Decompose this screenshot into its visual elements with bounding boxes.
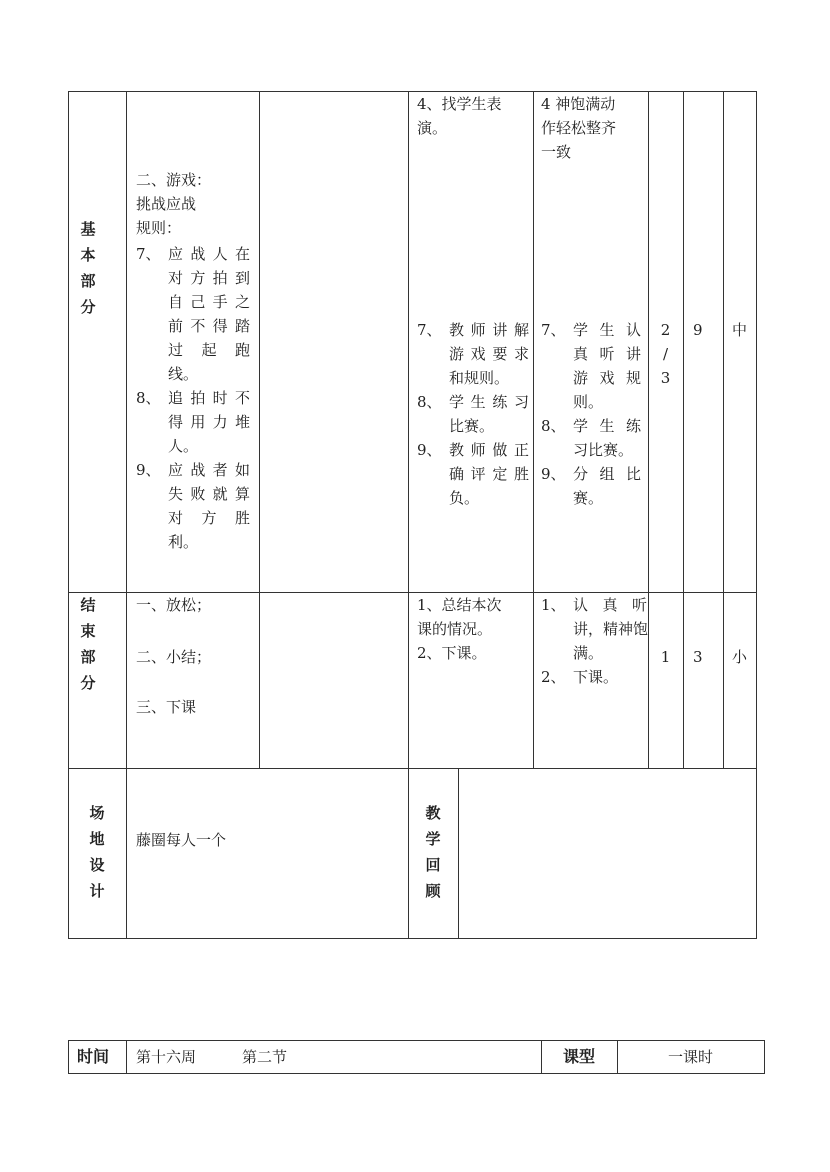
text-line: 结 [80, 596, 96, 614]
basic-teacher-items [417, 318, 529, 510]
text-line: 过 起 跑 [168, 341, 250, 359]
text-line: 利。 [168, 533, 199, 551]
text-line: 学生练习 [449, 393, 529, 411]
list-number: 7、 [136, 245, 161, 263]
ending-duration: 3 [693, 648, 703, 666]
basic-intensity: 中 [731, 321, 747, 339]
text-line: 对方拍到 [168, 269, 250, 287]
list-item [417, 390, 529, 438]
venue-label [68, 800, 126, 904]
type-value: 一课时 [667, 1048, 713, 1066]
list-item [417, 438, 529, 510]
text-line: 满。 [573, 644, 604, 662]
text-line: 前不得踏 [168, 317, 250, 335]
text-line: 真 听 讲 [573, 345, 641, 363]
list-number: 8、 [417, 393, 442, 411]
section-label-ending [68, 592, 108, 696]
text-line: 演。 [417, 119, 448, 137]
text-line: 4 神饱满动 [541, 95, 616, 113]
list-item [136, 242, 250, 386]
section-label-basic [68, 216, 108, 320]
time-label: 时间 [77, 1047, 110, 1066]
text-line: 场 [89, 804, 105, 822]
list-number: 7、 [417, 321, 442, 339]
ending-teacher [417, 593, 502, 665]
list-number: 1、 [541, 596, 566, 614]
table-border [68, 1073, 765, 1074]
text-line: 认真听 [573, 596, 647, 614]
text-line: 应战者如 [168, 461, 250, 479]
list-item [541, 414, 641, 462]
text-line: 确评定胜 [449, 465, 529, 483]
text-line: 2、下课。 [417, 644, 487, 662]
basic-student-top [541, 92, 616, 164]
text-line: 教 [425, 804, 441, 822]
ending-intensity: 小 [731, 648, 747, 666]
type-label: 课型 [562, 1047, 595, 1066]
text-line: 赛。 [573, 489, 604, 507]
text-line: 束 [80, 622, 96, 640]
text-line: 则。 [573, 393, 604, 411]
text-line: 追拍时不 [168, 389, 250, 407]
text-line: 挑战应战 [136, 195, 197, 213]
text-line: 二、游戏： [136, 171, 212, 189]
list-item [136, 458, 250, 554]
col-divider [126, 1040, 127, 1074]
list-item [541, 318, 641, 414]
table-border [764, 1040, 765, 1074]
text-line: 下课。 [573, 668, 619, 686]
list-item [541, 593, 647, 665]
text-line: 应战人在 [168, 245, 250, 263]
col-divider [458, 768, 459, 939]
text-line: 人。 [168, 437, 199, 455]
text-line: 讲，精神饱 [573, 620, 649, 638]
text-line: 分 [80, 674, 96, 692]
list-number: 7、 [541, 321, 566, 339]
text-line: 游 戏 规 [573, 369, 641, 387]
text-line: 部 [80, 648, 96, 666]
list-item [136, 386, 250, 458]
ending-content-3: 三、下课 [136, 698, 197, 716]
list-number: 2、 [541, 668, 566, 686]
text-line: 地 [89, 830, 105, 848]
list-item [417, 318, 529, 390]
text-line: 自己手之 [168, 293, 250, 311]
col-divider [683, 91, 684, 768]
list-item [541, 665, 647, 689]
week-value: 第十六周 [136, 1048, 197, 1066]
text-line: 对 方 胜 [168, 509, 250, 527]
col-divider [126, 91, 127, 939]
text-line: 课的情况。 [417, 620, 493, 638]
text-line: 学 生 练 [573, 417, 641, 435]
text-line: / [662, 345, 669, 363]
text-line: 作轻松整齐 [541, 119, 617, 137]
text-line: 2 [660, 321, 671, 339]
table-border [68, 1040, 69, 1074]
text-line: 分 组 比 [573, 465, 641, 483]
list-number: 8、 [541, 417, 566, 435]
text-line: 失败就算 [168, 485, 250, 503]
list-number: 9、 [136, 461, 161, 479]
text-line: 规则： [136, 219, 182, 237]
venue-value: 藤圈每人一个 [136, 831, 227, 849]
text-line: 顾 [425, 882, 441, 900]
basic-teacher-top [417, 92, 502, 140]
col-divider [259, 91, 260, 768]
section-value: 第二节 [242, 1048, 288, 1066]
table-border [68, 1040, 765, 1041]
review-label [408, 800, 458, 904]
list-number: 8、 [136, 389, 161, 407]
text-line: 教师做正 [449, 441, 529, 459]
text-line: 设 [89, 856, 105, 874]
basic-student-items [541, 318, 641, 510]
ending-student-items [541, 593, 647, 689]
table-border [68, 91, 757, 92]
basic-times [648, 318, 683, 390]
text-line: 线。 [168, 365, 199, 383]
basic-duration: 9 [693, 321, 703, 339]
text-line: 学 [425, 830, 441, 848]
text-line: 学 生 认 [573, 321, 641, 339]
text-line: 负。 [449, 489, 480, 507]
text-line: 1、总结本次 [417, 596, 502, 614]
text-line: 本 [80, 246, 96, 264]
text-line: 得用力堆 [168, 413, 250, 431]
ending-content-1: 一、放松； [136, 596, 212, 614]
ending-times: 1 [660, 648, 671, 666]
text-line: 和规则。 [449, 369, 510, 387]
text-line: 一致 [541, 143, 572, 161]
text-line: 计 [89, 882, 105, 900]
text-line: 游戏要求 [449, 345, 529, 363]
list-item [541, 462, 641, 510]
table-border [756, 91, 757, 939]
text-line: 分 [80, 298, 96, 316]
table-border [68, 938, 757, 939]
text-line: 3 [660, 369, 671, 387]
basic-content-rules [136, 242, 250, 554]
text-line: 4、找学生表 [417, 95, 502, 113]
text-line: 习比赛。 [573, 441, 634, 459]
row-divider [68, 768, 757, 769]
list-number: 9、 [541, 465, 566, 483]
text-line: 基 [80, 220, 96, 238]
text-line: 比赛。 [449, 417, 495, 435]
text-line: 回 [425, 856, 441, 874]
basic-content-intro [136, 168, 211, 240]
text-line: 部 [80, 272, 96, 290]
col-divider [533, 91, 534, 768]
list-number: 9、 [417, 441, 442, 459]
ending-content-2: 二、小结； [136, 648, 212, 666]
text-line: 教师讲解 [449, 321, 529, 339]
